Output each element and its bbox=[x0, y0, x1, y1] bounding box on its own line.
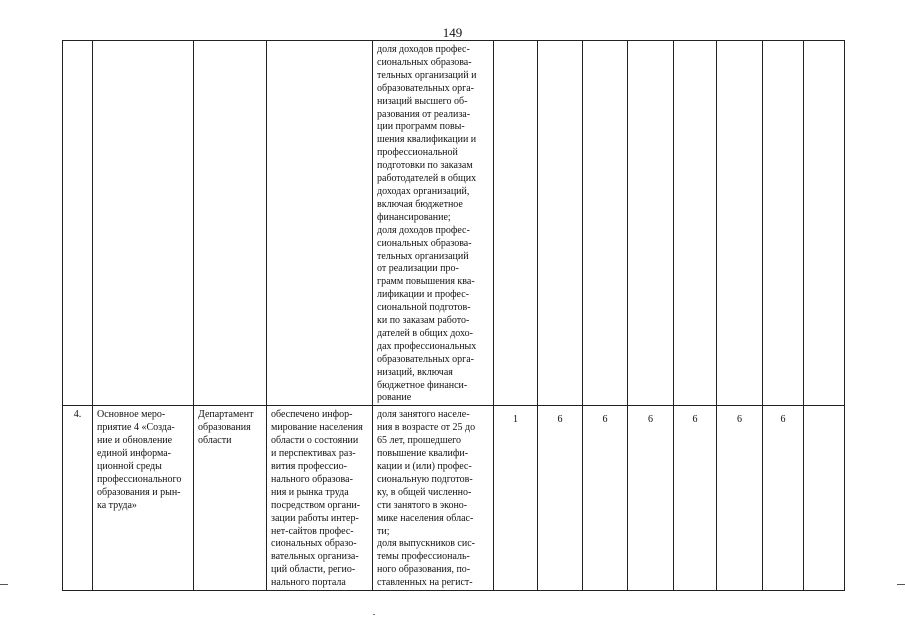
cell-indicators bbox=[373, 406, 494, 591]
scan-dot-mark bbox=[373, 614, 375, 615]
cell-value: 6 bbox=[583, 406, 628, 591]
cell-value bbox=[717, 41, 763, 406]
cell-indicators bbox=[373, 41, 494, 406]
cell-number: 4. bbox=[63, 406, 93, 591]
cell-number bbox=[63, 41, 93, 406]
cell-value bbox=[674, 41, 717, 406]
program-activities-table bbox=[62, 40, 845, 591]
cell-result bbox=[267, 41, 373, 406]
result-text: обеспечено инфор- мирование населения области о состоянии и перспективах раз- вития профессио- нального образова- ния и рынка труда посредством органи- зации работы интер- нет-сайтов профес- сиональных образо- вательных организа- ций области, регио- нального портала bbox=[271, 409, 363, 589]
indicators-text: доля доходов профес- сиональных образова- тельных организаций и образовательных орга- низаций высшего об- разования от реализа- ции программ повы- шения квалификации и профессиональной подготовки по заказам работодателей в общих доходах организаций, включая бюджетное финансирование; доля доходов профес- сиональных образова- тельных организаций от реализации про- грамм повышения ква- лификации и профес- сиональной подготов- ки по заказам работо- дателей в общих дохо- дах профессиональных образовательных орга- низаций, включая бюджетное финанси- рование bbox=[377, 44, 477, 404]
cell-value bbox=[628, 41, 674, 406]
cell-value bbox=[583, 41, 628, 406]
indicators-text: доля занятого населе- ния в возрасте от 25 до 65 лет, прошедшего повышение квалифи- кации и (или) профес- сиональную подготов- ку, в общей численно- сти занятого в эконо- мике населения облас- ти; доля выпускников сис- темы профессиональ- ного образования, по- ставленных на регист- bbox=[377, 409, 476, 589]
executor-text: Департамент образования области bbox=[198, 409, 254, 447]
cell-value bbox=[804, 406, 845, 591]
cell-value bbox=[763, 41, 804, 406]
cell-value: 6 bbox=[763, 406, 804, 591]
cell-value: 6 bbox=[538, 406, 583, 591]
table-row-activity-4 bbox=[63, 406, 845, 591]
cell-value: 6 bbox=[717, 406, 763, 591]
cell-executor bbox=[194, 41, 267, 406]
table-row-continued bbox=[63, 41, 845, 406]
cell-value: 6 bbox=[674, 406, 717, 591]
cell-executor bbox=[194, 406, 267, 591]
page-number: 149 bbox=[442, 25, 463, 40]
cell-result bbox=[267, 406, 373, 591]
cell-value: 1 bbox=[494, 406, 538, 591]
activity-name-text: Основное меро- приятие 4 «Созда- ние и обновление единой информа- ционной среды профессионального образования и рын- ка труда» bbox=[97, 409, 182, 511]
scan-edge-mark bbox=[897, 584, 905, 585]
cell-value: 6 bbox=[628, 406, 674, 591]
cell-activity-name bbox=[93, 41, 194, 406]
cell-value bbox=[804, 41, 845, 406]
scan-edge-mark bbox=[0, 584, 8, 585]
cell-activity-name bbox=[93, 406, 194, 591]
cell-value bbox=[538, 41, 583, 406]
cell-value bbox=[494, 41, 538, 406]
